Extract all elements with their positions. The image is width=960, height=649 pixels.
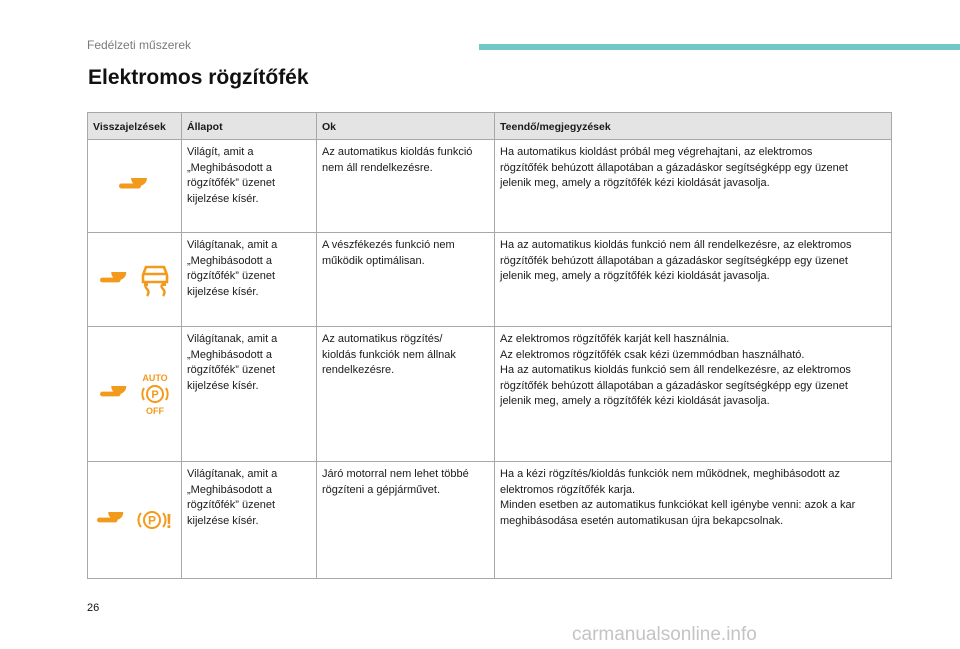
section-label: Fedélzeti műszerek	[87, 38, 192, 52]
cell-line: rögzítőfék” üzenet	[187, 177, 276, 189]
cell-line: Az automatikus kioldás funkció	[322, 146, 473, 158]
cause-cell	[317, 327, 495, 462]
page-title: Elektromos rögzítőfék	[88, 66, 309, 89]
svg-text:P: P	[147, 513, 156, 528]
cell-line: rögzítőfék” üzenet	[187, 270, 276, 282]
cell-line: kioldás funkciók nem állnak	[322, 348, 456, 361]
cell-line: rögzítőfék” üzenet	[187, 499, 276, 511]
column-header: Visszajelzések	[88, 113, 182, 140]
state-cell	[182, 233, 317, 327]
cell-line: jelenik meg, amely a rögzítőfék kézi kioldását javasolja.	[500, 395, 770, 407]
column-header: Teendő/megjegyzések	[495, 113, 892, 140]
table-header-row	[88, 113, 892, 140]
table-row	[88, 140, 892, 233]
cell-line: Az elektromos rögzítőfék karját kell használnia.	[500, 333, 730, 345]
cell-line: jelenik meg, amely a rögzítőfék kézi kioldását javasolja.	[500, 177, 770, 189]
state-cell	[182, 140, 317, 233]
svg-text:P: P	[150, 389, 159, 401]
svg-text:!: !	[165, 511, 172, 533]
cell-line: kijelzése kísér.	[187, 379, 259, 392]
cell-line: Az automatikus rögzítés/	[322, 333, 443, 345]
action-cell	[495, 462, 892, 579]
column-header: Ok	[317, 113, 495, 140]
cell-line: kijelzése kísér.	[187, 285, 259, 298]
table-row	[88, 462, 892, 579]
header-accent-bar	[479, 44, 960, 50]
wrench-icon	[119, 178, 151, 194]
cell-line: kijelzése kísér.	[187, 192, 259, 205]
svg-text:OFF: OFF	[145, 406, 164, 416]
cell-line: Ha a kézi rögzítés/kioldás funkciók nem működnek, meghibásodott az	[500, 468, 840, 480]
cell-line: Járó motorral nem lehet többé	[322, 468, 469, 480]
page-number: 26	[87, 602, 100, 614]
indicator-cell	[88, 233, 182, 327]
auto-park-off-icon	[140, 372, 170, 416]
cause-cell	[317, 233, 495, 327]
cell-line: rögzítőfék” üzenet	[187, 364, 276, 376]
cell-line: meghibásodása esetén automatikusan újra bekapcsolnak.	[500, 514, 784, 527]
cell-line: rögzítőfék behúzott állapotában a gázadáskor segítségképp egy üzenet	[500, 161, 848, 174]
action-cell	[495, 140, 892, 233]
warning-lights-table	[87, 112, 892, 579]
state-cell	[182, 327, 317, 462]
cell-line: rögzíteni a gépjárművet.	[322, 483, 441, 496]
cell-line: rögzítőfék behúzott állapotában a gázadáskor segítségképp egy üzenet	[500, 254, 848, 267]
cell-line: „Meghibásodott a	[187, 254, 272, 267]
wrench-icon	[97, 512, 127, 528]
svg-text:AUTO: AUTO	[141, 373, 168, 383]
state-cell	[182, 462, 317, 579]
cell-line: „Meghibásodott a	[187, 161, 272, 174]
skid-car-icon	[140, 263, 170, 297]
cell-line: Világítanak, amit a	[187, 468, 278, 480]
cause-cell	[317, 462, 495, 579]
cell-line: „Meghibásodott a	[187, 348, 272, 361]
cell-line: Világítanak, amit a	[187, 239, 278, 251]
cell-line: Ha az automatikus kioldás funkció nem áll rendelkezésre, az elektromos	[500, 239, 852, 251]
cell-line: Az elektromos rögzítőfék csak kézi üzemmódban használható.	[500, 348, 805, 361]
table-row	[88, 233, 892, 327]
cell-line: „Meghibásodott a	[187, 483, 272, 496]
cell-line: Ha automatikus kioldást próbál meg végrehajtani, az elektromos	[500, 146, 813, 158]
cell-line: A vészfékezés funkció nem	[322, 239, 455, 251]
column-header: Állapot	[182, 113, 317, 140]
action-cell	[495, 327, 892, 462]
cell-line: nem áll rendelkezésre.	[322, 161, 433, 174]
cell-line: működik optimálisan.	[322, 254, 425, 267]
cell-line: Ha az automatikus kioldás funkció sem áll rendelkezésre, az elektromos	[500, 364, 851, 376]
cell-line: Minden esetben az automatikus funkciókat kell igénybe venni: azok a kar	[500, 499, 856, 511]
cell-line: elektromos rögzítőfék karja.	[500, 483, 636, 496]
park-brake-warning-icon	[137, 507, 173, 533]
indicator-cell	[88, 140, 182, 233]
wrench-icon	[100, 386, 130, 402]
wrench-icon	[100, 272, 130, 288]
action-cell	[495, 233, 892, 327]
cell-line: Világítanak, amit a	[187, 333, 278, 345]
cell-line: Világít, amit a	[187, 146, 254, 158]
indicator-cell	[88, 327, 182, 462]
indicator-cell	[88, 462, 182, 579]
table-row	[88, 327, 892, 462]
cause-cell	[317, 140, 495, 233]
cell-line: rendelkezésre.	[322, 364, 395, 376]
cell-line: jelenik meg, amely a rögzítőfék kézi kioldását javasolja.	[500, 270, 770, 282]
cell-line: rögzítőfék behúzott állapotában a gázadáskor segítségképp egy üzenet	[500, 379, 848, 392]
watermark[interactable]: carmanualsonline.info	[572, 624, 757, 645]
cell-line: kijelzése kísér.	[187, 514, 259, 527]
